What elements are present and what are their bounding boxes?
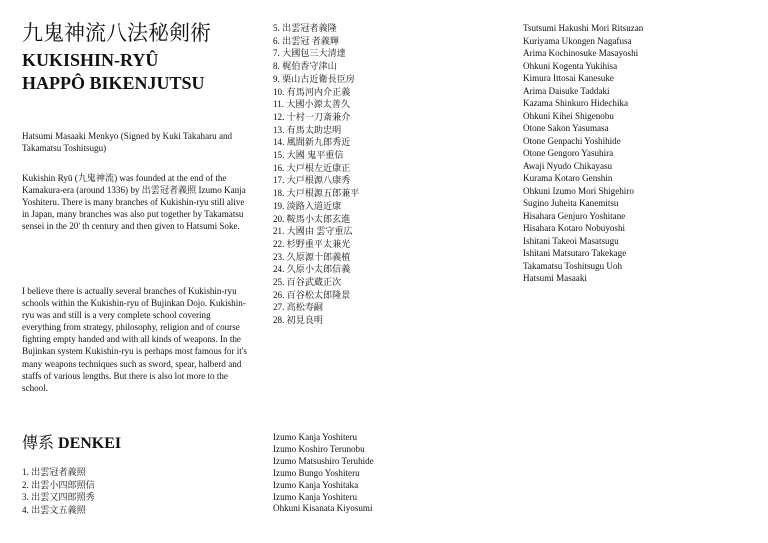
lineage-kanji-item: 20. 鞍馬小太郎玄進 [273,213,351,224]
lineage-romaji-item: Izumo Kanja Yoshiteru [273,491,358,502]
credit-paragraph: Hatsumi Masaaki Menkyo (Signed by Kuki Takaharu and Takamatsu Toshitsugu) [22,131,233,154]
lineage-kanji-item: 22. 杉野重平太兼光 [273,238,351,249]
denkei-heading-japanese: 傳系 [22,435,55,452]
lineage-kanji-item: 27. 高松寿嗣 [273,302,324,313]
title-line-2: HAPPÔ BIKENJUTSU [22,73,205,93]
lineage-romaji-list-part-1 [273,432,374,515]
lineage-kanji-item: 3. 出雲又四郎照秀 [22,492,95,503]
lineage-kanji-item: 1. 出雲冠者義照 [22,467,86,477]
lineage-kanji-item: 5. 出雲冠者義隆 [273,23,337,33]
history-paragraph: Kukishin Ryū (九鬼神流) was founded at the end of the Kamakura-era (around 1336) by 出雲冠者義照 Izumo Kanja Yoshiteru. There is many branches of Kukishin-ryu still alive in Japan, many branches was also put together by Takamatsu sensei in the 20' th century and then given to Hatsumi Soke. [22,173,246,232]
lineage-romaji-item: Kurama Kotaro Genshin [523,173,613,183]
lineage-kanji-list-part-2 [273,22,359,327]
lineage-kanji-item: 11. 大國小源太善久 [273,99,350,110]
lineage-kanji-item: 26. 百谷松太郎隆景 [273,289,351,300]
lineage-kanji-item: 2. 出雲小四郎照信 [22,479,95,490]
lineage-kanji-item: 7. 大國包三大清達 [273,48,346,59]
lineage-kanji-item: 6. 出雲冠 者義輝 [273,35,339,46]
lineage-kanji-item: 14. 風間新九郎秀近 [273,137,351,148]
lineage-romaji-item: Arima Kochinosuke Masayoshi [523,48,639,58]
lineage-kanji-item: 28. 初見良明 [273,315,324,326]
lineage-romaji-item: Kuriyama Ukongen Nagafusa [523,35,632,46]
lineage-romaji-item: Izumo Bungo Yoshiteru [273,467,360,478]
lineage-romaji-item: Otone Genpachi Yoshihide [523,135,621,146]
title-japanese: 九鬼神流八法秘剣術 [22,21,211,45]
lineage-romaji-item: Hatsumi Masaaki [523,273,587,283]
lineage-romaji-list-part-2 [523,22,643,285]
lineage-romaji-item: Hisahara Kotaro Nobuyoshi [523,223,626,233]
lineage-romaji-item: Arima Daisuke Taddaki [523,85,610,96]
lineage-romaji-item: Kimura Ittosai Kanesuke [523,73,614,83]
lineage-romaji-item: Ohkuni Kisanata Kiyosumi [273,503,373,514]
lineage-romaji-item: Izumo Koshiro Terunobu [273,443,365,454]
lineage-romaji-item: Ohkuni Kihei Shigenobu [523,110,614,121]
lineage-romaji-item: Kazama Shinkuro Hidechika [523,98,629,108]
lineage-kanji-item: 15. 大國 鬼平重信 [273,150,344,161]
denkei-heading [22,434,121,454]
lineage-kanji-item: 23. 久原源十郎義植 [273,251,351,262]
lineage-kanji-item: 25. 百谷武蔵正次 [273,277,342,288]
lineage-romaji-item: Ohkuni Izumo Mori Shigehiro [523,185,634,196]
lineage-kanji-item: 16. 大戸根左近康正 [273,162,351,173]
lineage-romaji-item: Otone Gengoro Yasuhira [523,148,614,158]
lineage-romaji-item: Hisahara Genjuro Yoshitane [523,210,626,221]
lineage-kanji-item: 10. 有馬河内介正義 [273,86,351,97]
lineage-romaji-item: Izumo Matsushiro Teruhide [273,455,374,466]
lineage-kanji-item: 9. 栗山古近衛長臣房 [273,73,355,84]
denkei-heading-english: DENKEI [58,435,122,452]
lineage-kanji-item: 17. 大戸根源八康秀 [273,175,351,186]
lineage-kanji-item: 18. 大戸根源五郎兼平 [273,188,360,199]
lineage-romaji-item: Sugino Juheita Kanemitsu [523,198,619,208]
lineage-romaji-item: Ohkuni Kogenta Yukihisa [523,60,618,71]
lineage-romaji-item: Izumo Kanja Yoshitaka [273,479,359,490]
lineage-romaji-item: Ishitani Matsutaro Takekage [523,248,627,258]
lineage-romaji-item: Tsutsumi Hakushi Mori Ritsuzan [523,23,644,33]
lineage-kanji-item: 19. 淡路入道近康 [273,200,342,211]
lineage-kanji-item: 8. 梶伯香守津山 [273,61,337,72]
lineage-romaji-item: Izumo Kanja Yoshiteru [273,432,358,442]
lineage-kanji-list-part-1 [22,466,95,517]
lineage-romaji-item: Awaji Nyudo Chikayasu [523,160,613,171]
branches-paragraph: I believe there is actually several branches of Kukishin-ryu schools within the Kukishin-ryu of Bujinkan Dojo. Kukishin-ryu was and still is a very complete school covering everything from strategy, philosophy, religion and of course fighting empty handed and with all kinds of weapons. In the Bujinkan system Kukishin-ryu is perhaps most famous for it's many weapons techniques such as sword, spear, halberd and staffs of various lengths. But there is also lot more to the school. [22,286,247,393]
lineage-romaji-item: Otone Sakon Yasumasa [523,123,609,133]
lineage-kanji-item: 4. 出雲文五義照 [22,505,86,516]
title-line-1: KUKISHIN-RYÛ [22,50,159,70]
lineage-kanji-item: 24. 久原小太郎信義 [273,264,351,275]
lineage-kanji-item: 21. 大國由 雲守重広 [273,226,353,237]
lineage-kanji-item: 13. 有馬太助忠明 [273,124,342,135]
lineage-kanji-item: 12. 十村一刀斎兼介 [273,111,351,122]
lineage-romaji-item: Ishitani Takeoi Masatsugu [523,235,619,246]
lineage-romaji-item: Takamatsu Toshitsugu Uoh [523,260,623,271]
